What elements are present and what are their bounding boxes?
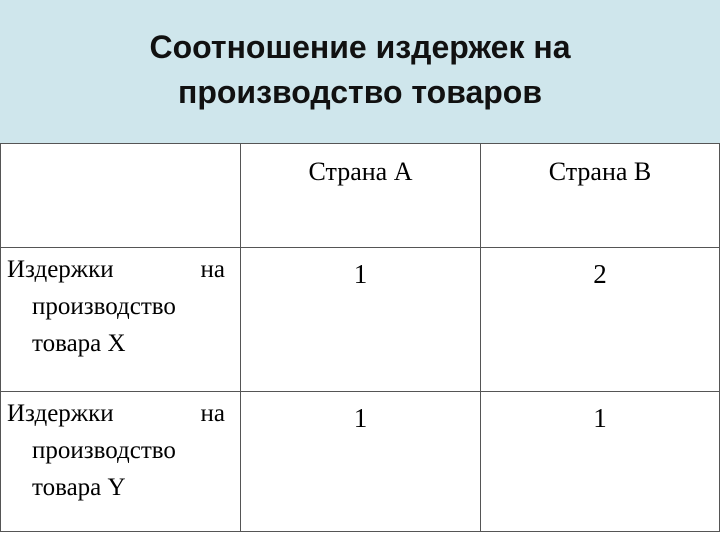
row-label-line2: производство xyxy=(32,437,176,464)
row-label-word2: на xyxy=(200,256,225,283)
header-country-b: Страна В xyxy=(481,144,720,248)
cost-comparison-table xyxy=(0,143,720,532)
header-corner-cell xyxy=(1,144,241,248)
row-label-line3: товара Y xyxy=(32,474,126,501)
cell-good-x-country-a: 1 xyxy=(241,248,481,392)
row-label-first-line xyxy=(7,251,225,288)
row-label-line2: производство xyxy=(32,293,176,320)
cell-good-x-country-b: 2 xyxy=(481,248,720,392)
cell-good-y-country-b: 1 xyxy=(481,392,720,532)
row-label-word1: Издержки xyxy=(7,256,114,283)
header-country-a: Страна А xyxy=(241,144,481,248)
row-label-word2: на xyxy=(200,400,225,427)
row-label-good-x xyxy=(1,248,241,392)
row-label-first-line xyxy=(7,395,225,432)
row-label-line3: товара X xyxy=(32,330,126,357)
row-label-good-y xyxy=(1,392,241,532)
table-row-good-y xyxy=(1,392,720,532)
title-band xyxy=(0,0,720,143)
row-label-word1: Издержки xyxy=(7,400,114,427)
slide-title: Соотношение издержек на производство товаров xyxy=(149,28,571,110)
table-row-good-x xyxy=(1,248,720,392)
table-header-row xyxy=(1,144,720,248)
cell-good-y-country-a: 1 xyxy=(241,392,481,532)
